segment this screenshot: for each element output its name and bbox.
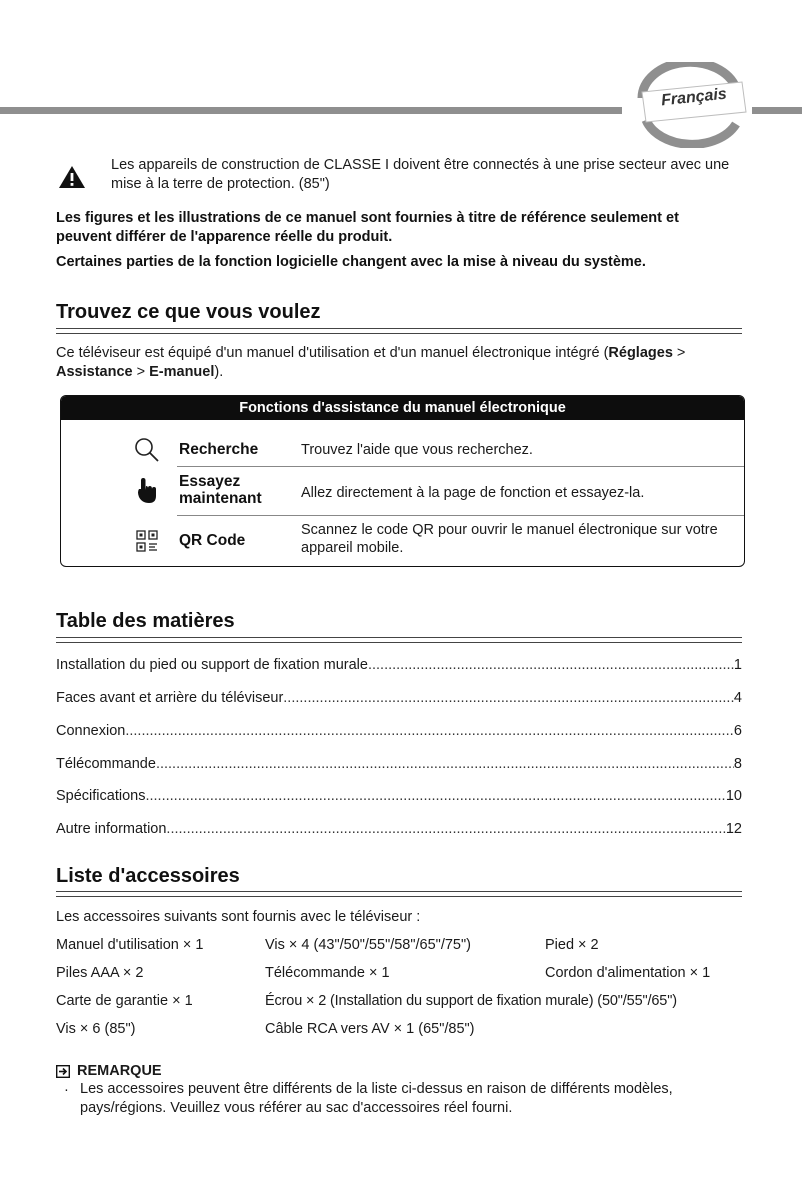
toc-entry-label: Spécifications bbox=[56, 788, 146, 804]
accessory-item: Télécommande × 1 bbox=[265, 965, 390, 981]
toc-entry-label: Faces avant et arrière du téléviseur bbox=[56, 690, 284, 706]
warning-text: Les appareils de construction de CLASSE I doivent être connectés à une prise secteur avec une mise à la terre de protection. (85") bbox=[111, 157, 730, 192]
accessory-item: Vis × 4 (43"/50"/55"/58"/65"/75") bbox=[265, 937, 471, 953]
section-rule bbox=[56, 891, 742, 897]
toc-leader bbox=[283, 688, 734, 708]
feature-name-qr-code: QR Code bbox=[179, 532, 246, 549]
toc-leader bbox=[156, 754, 734, 774]
feature-desc-qr-code: Scannez le code QR pour ouvrir le manuel électronique sur votre appareil mobile. bbox=[301, 522, 718, 556]
feature-desc-try-now: Allez directement à la page de fonction et essayez-la. bbox=[301, 485, 645, 501]
section-title-accessories: Liste d'accessoires bbox=[56, 865, 240, 887]
section-rule bbox=[56, 328, 742, 334]
emanual-features-box bbox=[60, 395, 745, 567]
section-title-toc: Table des matières bbox=[56, 610, 235, 632]
accessory-item: Pied × 2 bbox=[545, 937, 599, 953]
toc-entry-page: 6 bbox=[733, 723, 742, 739]
toc-entry-label: Autre information bbox=[56, 821, 167, 837]
toc-entry-page: 8 bbox=[733, 756, 742, 772]
language-label: Français bbox=[660, 85, 728, 110]
note-text: Les accessoires peuvent être différents de la liste ci-dessus en raison de différents modèles, pays/régions. Veuillez vous référer au sac d'accessoires réel fourni. bbox=[80, 1081, 673, 1116]
toc-entry-label: Installation du pied ou support de fixation murale bbox=[56, 657, 368, 673]
toc-leader bbox=[368, 655, 734, 675]
toc-entry[interactable] bbox=[56, 655, 742, 675]
hand-pointer-icon bbox=[133, 476, 161, 504]
emanual-features-title: Fonctions d'assistance du manuel électronique bbox=[61, 396, 744, 420]
toc-leader bbox=[125, 721, 734, 741]
toc-entry[interactable] bbox=[56, 819, 742, 839]
toc-entry-label: Télécommande bbox=[56, 756, 156, 772]
row-divider bbox=[177, 515, 745, 516]
toc-leader bbox=[145, 786, 725, 806]
accessory-item: Piles AAA × 2 bbox=[56, 965, 144, 981]
toc-entry[interactable] bbox=[56, 721, 742, 741]
row-divider bbox=[177, 466, 745, 467]
note-title: REMARQUE bbox=[77, 1063, 162, 1079]
toc-leader bbox=[166, 819, 725, 839]
toc-entry[interactable] bbox=[56, 688, 742, 708]
toc-entry-page: 4 bbox=[733, 690, 742, 706]
feature-desc-search: Trouvez l'aide que vous recherchez. bbox=[301, 442, 533, 458]
disclaimer-software: Certaines parties de la fonction logicielle changent avec la mise à niveau du système. bbox=[56, 254, 646, 270]
note-bullet: · bbox=[64, 1082, 69, 1098]
find-intro: Ce téléviseur est équipé d'un manuel d'utilisation et d'un manuel électronique intégré (Réglages > Assistance > E-manuel). bbox=[56, 345, 686, 380]
accessory-item: Manuel d'utilisation × 1 bbox=[56, 937, 204, 953]
toc-entry[interactable] bbox=[56, 786, 742, 806]
toc-entry-page: 10 bbox=[725, 788, 742, 804]
note-arrow-icon bbox=[56, 1065, 70, 1078]
header-rule-left bbox=[0, 107, 622, 114]
header-rule-right bbox=[752, 107, 802, 114]
accessory-item: Vis × 6 (85") bbox=[56, 1021, 136, 1037]
qr-code-icon bbox=[133, 527, 161, 555]
section-title-find: Trouvez ce que vous voulez bbox=[56, 301, 321, 323]
toc-entry-page: 1 bbox=[733, 657, 742, 673]
magnifier-icon bbox=[133, 436, 161, 464]
accessories-intro: Les accessoires suivants sont fournis avec le téléviseur : bbox=[56, 909, 421, 925]
toc-entry-label: Connexion bbox=[56, 723, 126, 739]
accessory-item: Carte de garantie × 1 bbox=[56, 993, 193, 1009]
accessory-item: Écrou × 2 (Installation du support de fixation murale) (50"/55"/65") bbox=[265, 993, 677, 1009]
feature-name-search: Recherche bbox=[179, 441, 259, 458]
section-rule bbox=[56, 637, 742, 643]
warning-icon bbox=[58, 165, 86, 189]
toc-entry-page: 12 bbox=[725, 821, 742, 837]
disclaimer-figures: Les figures et les illustrations de ce manuel sont fournies à titre de référence seulement et peuvent différer de l'apparence réelle du produit. bbox=[56, 210, 679, 245]
accessory-item: Câble RCA vers AV × 1 (65"/85") bbox=[265, 1021, 475, 1037]
feature-name-try-now: Essayez maintenant bbox=[179, 473, 262, 507]
toc-entry[interactable] bbox=[56, 754, 742, 774]
accessory-item: Cordon d'alimentation × 1 bbox=[545, 965, 711, 981]
